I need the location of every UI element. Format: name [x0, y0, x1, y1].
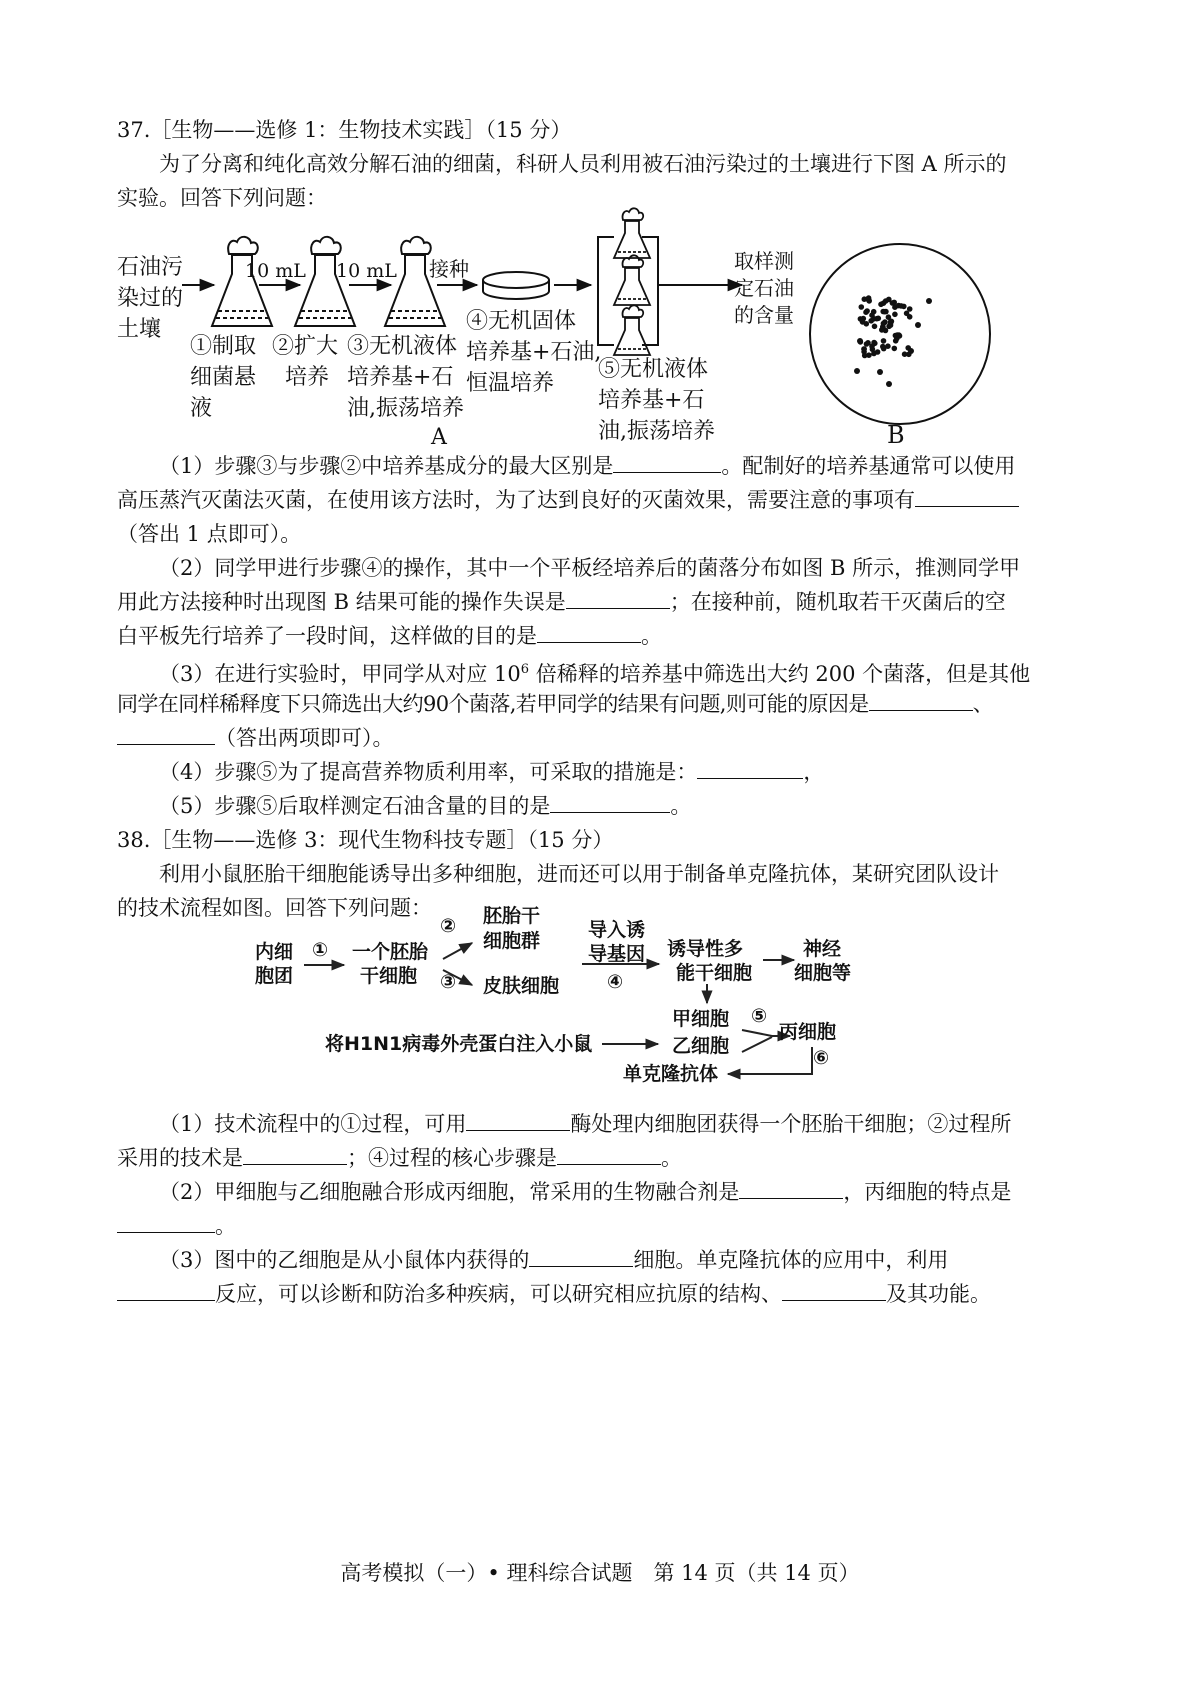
q38-sub3-line2: 反应，可以诊断和防治多种疾病，可以研究相应抗原的结构、 及其功能。 [117, 1277, 1089, 1311]
measure-label-3: 的含量 [734, 303, 794, 327]
arrow1-label: 10 mL [245, 260, 306, 282]
step1-label-3: 液 [190, 396, 213, 421]
arrow2-label: 10 mL [336, 260, 397, 282]
q37-sub4: （4）步骤⑤为了提高营养物质利用率，可采取的措施是： ， [117, 755, 1089, 789]
cell-b-label: 乙细胞 [672, 1035, 730, 1057]
step-2-marker: ② [440, 915, 457, 937]
q38-intro-line1: 利用小鼠胚胎干细胞能诱导出多种细胞，进而还可以用于制备单克隆抗体，某研究团队设计 [159, 862, 999, 886]
answer-blank[interactable] [739, 1176, 843, 1199]
q37-heading: 37.［生物——选修 1：生物技术实践］（15 分） [117, 118, 572, 142]
step-1-marker: ① [312, 939, 329, 961]
step4-label-3: 恒温培养 [466, 371, 555, 396]
q38-heading: 38.［生物——选修 3：现代生物科技专题］（15 分） [117, 828, 614, 852]
step2-label-1: ②扩大 [272, 334, 339, 359]
embryonic-stem-cell-label-1: 一个胚胎 [352, 941, 429, 963]
measure-label-2: 定石油 [734, 276, 794, 300]
embryonic-stem-cell-label-2: 干细胞 [360, 965, 418, 987]
q38-sub2-line1: （2）甲细胞与乙细胞融合形成丙细胞，常采用的生物融合剂是 ，丙细胞的特点是 [117, 1175, 1089, 1209]
soil-label-3: 土壤 [117, 317, 162, 342]
q37-intro-line1: 为了分离和纯化高效分解石油的细菌，科研人员利用被石油污染过的土壤进行下图 A 所示的 [159, 152, 1007, 176]
q38-sub1-line1: （1）技术流程中的①过程，可用 酶处理内细胞团获得一个胚胎干细胞；②过程所 [117, 1107, 1089, 1141]
step1-label-1: ①制取 [190, 334, 257, 359]
answer-blank[interactable] [117, 1210, 215, 1233]
answer-blank[interactable] [529, 1244, 633, 1267]
q37-sub3-line2: 同学在同样稀释度下只筛选出大约90个菌落,若甲同学的结果有问题,则可能的原因是 、 [117, 687, 1089, 721]
inject-mouse-label: 将H1N1病毒外壳蛋白注入小鼠 [325, 1033, 593, 1055]
cell-a-label: 甲细胞 [672, 1008, 730, 1030]
induce-gene-label-2: 导基因 [588, 943, 646, 965]
neuron-label-1: 神经 [803, 938, 842, 960]
step3-label-1: ③无机液体 [347, 334, 458, 359]
answer-blank[interactable] [117, 1278, 215, 1301]
step3-label-3: 油,振荡培养 [347, 396, 464, 421]
step5-label-2: 培养基+石 [598, 388, 705, 413]
step5-label-1: ⑤无机液体 [598, 357, 709, 382]
esc-group-label-2: 细胞群 [483, 930, 541, 952]
q38-intro-line2: 的技术流程如图。回答下列问题： [117, 896, 432, 920]
induce-gene-label-1: 导入诱 [588, 919, 646, 941]
neuron-label-2: 细胞等 [794, 962, 852, 984]
figure-b-label: B [887, 421, 905, 449]
step1-label-2: 细菌悬 [190, 365, 257, 390]
q38-sub3-line1: （3）图中的乙细胞是从小鼠体内获得的 细胞。单克隆抗体的应用中，利用 [117, 1243, 1089, 1277]
soil-label-1: 石油污 [117, 255, 184, 280]
figure-a-label: A [431, 425, 447, 450]
q37-sub3-line1: （3）在进行实验时，甲同学从对应 $10^6$ 倍稀释的培养基中筛选出大约 200 个菌落，但是其他 [159, 662, 1031, 686]
q37-sub3-line3: （答出两项即可）。 [117, 721, 1089, 755]
q37-sub1-line2: 高压蒸汽灭菌法灭菌，在使用该方法时，为了达到良好的灭菌效果，需要注意的事项有 [117, 483, 1089, 517]
answer-blank[interactable] [466, 1108, 570, 1131]
measure-label-1: 取样测 [734, 249, 794, 273]
q37-sub5: （5）步骤⑤后取样测定石油含量的目的是 。 [117, 789, 1089, 823]
q37-sub2-line1: （2）同学甲进行步骤④的操作，其中一个平板经培养后的菌落分布如图 B 所示，推测同学甲 [159, 556, 1021, 580]
ips-cell-label-2: 能干细胞 [676, 962, 753, 984]
soil-label-2: 染过的 [117, 286, 184, 311]
esc-group-label-1: 胚胎干 [483, 905, 541, 927]
q37-sub1-line3: （答出 1 点即可）。 [117, 522, 302, 546]
skin-cell-label: 皮肤细胞 [483, 975, 560, 997]
q37-sub2-line3: 白平板先行培养了一段时间，这样做的目的是 。 [117, 619, 1089, 653]
step2-label-2: 培养 [285, 365, 330, 390]
answer-blank[interactable] [557, 1142, 661, 1165]
step-3-marker: ③ [440, 971, 457, 993]
inner-cell-mass-label-1: 内细 [255, 941, 294, 963]
q37-sub2-line2: 用此方法接种时出现图 B 结果可能的操作失误是 ；在接种前，随机取若干灭菌后的空 [117, 585, 1089, 619]
inner-cell-mass-label-2: 胞团 [255, 965, 294, 987]
page-footer: 高考模拟（一）• 理科综合试题 第 14 页（共 14 页） [340, 1561, 860, 1585]
q37-intro-line2: 实验。回答下列问题： [117, 186, 327, 210]
answer-blank[interactable] [243, 1142, 347, 1165]
ips-cell-label-1: 诱导性多 [667, 938, 744, 960]
step-6-marker: ⑥ [813, 1047, 830, 1069]
answer-blank[interactable] [782, 1278, 886, 1301]
step4-label-2: 培养基+石油, [466, 340, 602, 365]
step3-label-2: 培养基+石 [347, 365, 454, 390]
q38-sub1-line2: 采用的技术是 ；④过程的核心步骤是 。 [117, 1141, 1089, 1175]
step5-label-3: 油,振荡培养 [598, 419, 715, 444]
arrow3-label: 接种 [429, 257, 469, 281]
step-5-marker: ⑤ [751, 1005, 768, 1027]
q38-sub2-line2: 。 [117, 1209, 1089, 1243]
monoclonal-antibody-label: 单克隆抗体 [623, 1063, 719, 1085]
step4-label-1: ④无机固体 [466, 309, 577, 334]
step-4-marker: ④ [607, 971, 624, 993]
cell-c-label: 丙细胞 [779, 1021, 837, 1043]
q37-sub1-line1: （1）步骤③与步骤②中培养基成分的最大区别是 。配制好的培养基通常可以使用 [117, 449, 1089, 483]
